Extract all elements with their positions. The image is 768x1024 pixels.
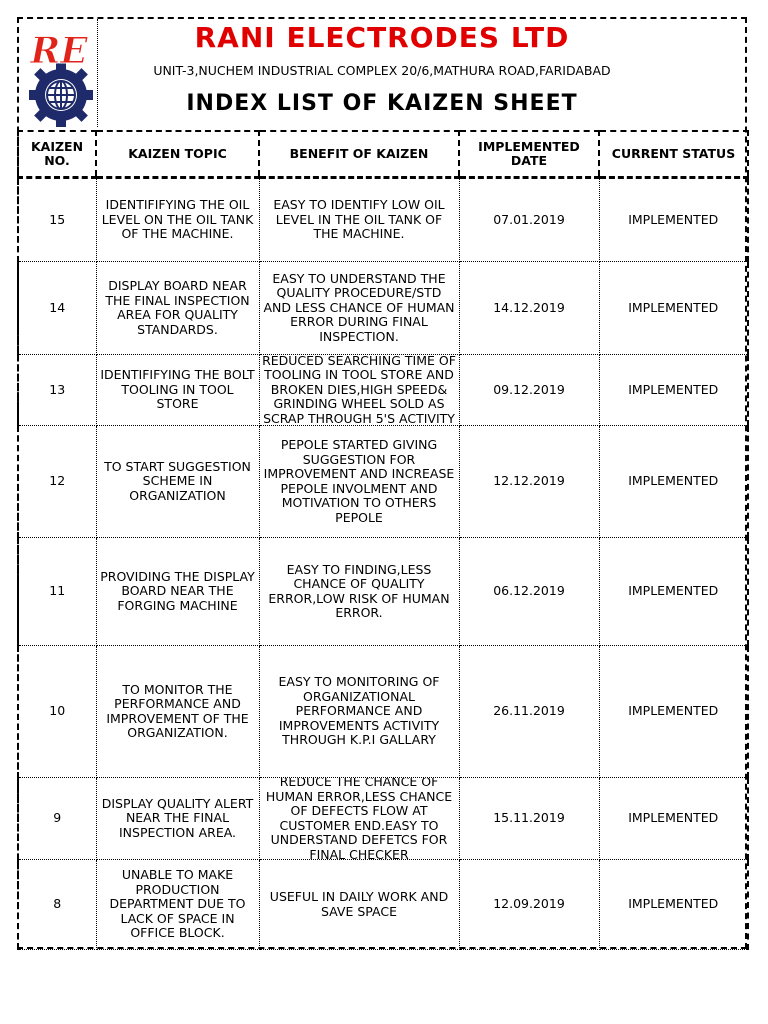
- kaizen-topic-cell: TO MONITOR THE PERFORMANCE AND IMPROVEMENT OF THE ORGANIZATION.: [96, 646, 259, 778]
- logo-emblem: [21, 19, 97, 127]
- kaizen-topic-cell: IDENTIFIFYING THE BOLT TOOLING IN TOOL STORE: [96, 355, 259, 426]
- current-status-cell: IMPLEMENTED: [599, 355, 748, 426]
- table-row: [18, 355, 748, 426]
- table-header-row: [18, 131, 748, 178]
- kaizen-topic-cell: DISPLAY QUALITY ALERT NEAR THE FINAL INSPECTION AREA.: [96, 778, 259, 860]
- implemented-date-cell: 09.12.2019: [459, 355, 599, 426]
- sheet-header: [19, 19, 745, 130]
- kaizen-benefit-cell: USEFUL IN DAILY WORK AND SAVE SPACE: [259, 860, 459, 950]
- kaizen-no-cell: 10: [18, 646, 96, 778]
- company-logo: [21, 19, 98, 127]
- implemented-date-cell: 12.12.2019: [459, 426, 599, 538]
- current-status-cell: IMPLEMENTED: [599, 426, 748, 538]
- kaizen-benefit-text: REDUCED SEARCHING TIME OF TOOLING IN TOOL STORE AND BROKEN DIES,HIGH SPEED& GRINDING WHEEL SOLD AS SCRAP THROUGH 5'S ACTIVITY: [262, 355, 456, 425]
- column-header-implemented-date: IMPLEMENTED DATE: [459, 131, 599, 178]
- implemented-date-cell: 07.01.2019: [459, 178, 599, 262]
- table-row: [18, 538, 748, 646]
- kaizen-benefit-cell: [259, 778, 459, 860]
- document-title: INDEX LIST OF KAIZEN SHEET: [186, 91, 578, 116]
- kaizen-no-cell: 9: [18, 778, 96, 860]
- logo-letters: RE: [30, 30, 88, 72]
- kaizen-topic-cell: PROVIDING THE DISPLAY BOARD NEAR THE FORGING MACHINE: [96, 538, 259, 646]
- kaizen-topic-cell: UNABLE TO MAKE PRODUCTION DEPARTMENT DUE TO LACK OF SPACE IN OFFICE BLOCK.: [96, 860, 259, 950]
- current-status-cell: IMPLEMENTED: [599, 538, 748, 646]
- kaizen-no-cell: 12: [18, 426, 96, 538]
- kaizen-sheet: [17, 17, 747, 949]
- kaizen-topic-cell: DISPLAY BOARD NEAR THE FINAL INSPECTION AREA FOR QUALITY STANDARDS.: [96, 262, 259, 355]
- kaizen-benefit-cell: EASY TO UNDERSTAND THE QUALITY PROCEDURE/STD AND LESS CHANCE OF HUMAN ERROR DURING FINAL INSPECTION.: [259, 262, 459, 355]
- kaizen-benefit-text: REDUCE THE CHANCE OF HUMAN ERROR,LESS CHANCE OF DEFECTS FLOW AT CUSTOMER END.EASY TO UNDERSTAND DEFETCS FOR FINAL CHECKER: [265, 778, 453, 859]
- current-status-cell: IMPLEMENTED: [599, 646, 748, 778]
- kaizen-table: [17, 130, 749, 950]
- kaizen-benefit-cell: PEPOLE STARTED GIVING SUGGESTION FOR IMPROVEMENT AND INCREASE PEPOLE INVOLMENT AND MOTIVATION TO OTHERS PEPOLE: [259, 426, 459, 538]
- company-name: RANI ELECTRODES LTD: [194, 21, 570, 54]
- column-header-kaizen-no: KAIZEN NO.: [18, 131, 96, 178]
- implemented-date-cell: 14.12.2019: [459, 262, 599, 355]
- column-header-benefit: BENEFIT OF KAIZEN: [259, 131, 459, 178]
- implemented-date-cell: 15.11.2019: [459, 778, 599, 860]
- company-address: UNIT-3,NUCHEM INDUSTRIAL COMPLEX 20/6,MATHURA ROAD,FARIDABAD: [153, 63, 611, 78]
- implemented-date-cell: 26.11.2019: [459, 646, 599, 778]
- kaizen-no-cell: 13: [18, 355, 96, 426]
- table-row: [18, 860, 748, 950]
- table-row: [18, 178, 748, 262]
- column-header-kaizen-topic: KAIZEN TOPIC: [96, 131, 259, 178]
- kaizen-benefit-cell: [259, 355, 459, 426]
- kaizen-topic-cell: IDENTIFIFYING THE OIL LEVEL ON THE OIL TANK OF THE MACHINE.: [96, 178, 259, 262]
- current-status-cell: IMPLEMENTED: [599, 860, 748, 950]
- kaizen-benefit-cell: EASY TO IDENTIFY LOW OIL LEVEL IN THE OIL TANK OF THE MACHINE.: [259, 178, 459, 262]
- implemented-date-cell: 12.09.2019: [459, 860, 599, 950]
- implemented-date-cell: 06.12.2019: [459, 538, 599, 646]
- table-row: [18, 262, 748, 355]
- current-status-cell: IMPLEMENTED: [599, 178, 748, 262]
- current-status-cell: IMPLEMENTED: [599, 262, 748, 355]
- kaizen-benefit-cell: EASY TO MONITORING OF ORGANIZATIONAL PERFORMANCE AND IMPROVEMENTS ACTIVITY THROUGH K.P.I GALLARY: [259, 646, 459, 778]
- table-row: [18, 778, 748, 860]
- current-status-cell: IMPLEMENTED: [599, 778, 748, 860]
- kaizen-no-cell: 11: [18, 538, 96, 646]
- column-header-current-status: CURRENT STATUS: [599, 131, 748, 178]
- kaizen-no-cell: 8: [18, 860, 96, 950]
- table-row: [18, 646, 748, 778]
- kaizen-benefit-cell: EASY TO FINDING,LESS CHANCE OF QUALITY ERROR,LOW RISK OF HUMAN ERROR.: [259, 538, 459, 646]
- kaizen-no-cell: 14: [18, 262, 96, 355]
- kaizen-topic-cell: TO START SUGGESTION SCHEME IN ORGANIZATION: [96, 426, 259, 538]
- table-row: [18, 426, 748, 538]
- kaizen-no-cell: 15: [18, 178, 96, 262]
